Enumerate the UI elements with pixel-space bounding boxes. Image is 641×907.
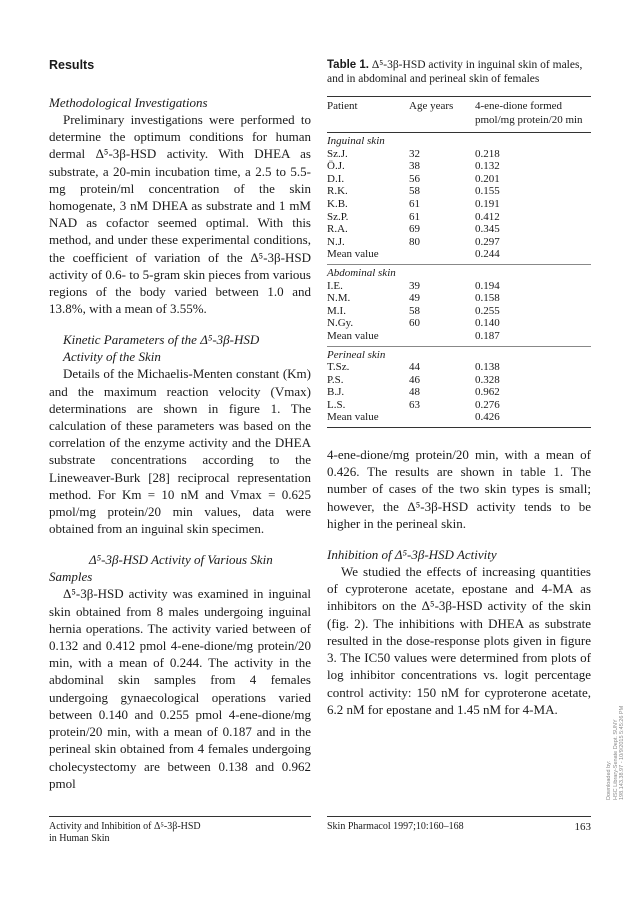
cell-age: [409, 248, 475, 261]
table-row: [327, 386, 591, 399]
cell-activity: 0.155: [475, 185, 500, 198]
cell-age: 38: [409, 160, 420, 173]
download-watermark: [606, 706, 626, 800]
subheading-skin-samples: Δ⁵-3β-HSD Activity of Various Skin Samples: [49, 552, 273, 585]
subheading-methodological: Methodological Investigations: [49, 95, 208, 110]
cell-activity: 0.412: [475, 210, 500, 223]
table-group-label: Perineal skin: [327, 348, 386, 361]
cell-age: 61: [409, 210, 420, 223]
cell-patient: L.S.: [327, 398, 346, 411]
cell-age: 44: [409, 361, 420, 374]
cell-patient: Sz.J.: [327, 147, 348, 160]
table-row: [327, 317, 591, 330]
table-row: [327, 173, 591, 186]
cell-patient: Mean value: [327, 329, 379, 342]
header-activity: 4-ene-dione formed pmol/mg protein/20 min: [475, 100, 583, 126]
footer-journal: Skin Pharmacol 1997;10:160–168: [327, 821, 464, 832]
table-row: [327, 236, 591, 249]
cell-age: 58: [409, 185, 420, 198]
watermark-line2: HSC Library-Senate Dept. SUNY: [612, 719, 619, 800]
table-row: [327, 198, 591, 211]
subheading-kinetic-line1: Kinetic Parameters of the Δ⁵-3β-HSD: [63, 332, 260, 348]
paragraph-continued: 4-ene-dione/mg protein/20 min, with a mean of 0.426. The results are shown in table 1. The number of cases of the two skin types is small; however, the Δ⁵-3β-HSD activity tends to be higher in the perineal skin.: [327, 447, 591, 531]
cell-patient: N.J.: [327, 235, 345, 248]
cell-patient: N.M.: [327, 292, 351, 305]
cell-activity: 0.244: [475, 248, 500, 261]
watermark-line1: Downloaded by:: [606, 760, 612, 800]
cell-activity: 0.191: [475, 197, 500, 210]
footer-journal-info: [327, 816, 591, 833]
cell-patient: T.Sz.: [327, 361, 350, 374]
footer-title-line1: Activity and Inhibition of Δ⁵-3β-HSD: [49, 821, 201, 832]
cell-activity: 0.187: [475, 329, 500, 342]
footer-running-title: [49, 816, 311, 845]
cell-patient: P.S.: [327, 373, 344, 386]
page-number: 163: [574, 821, 591, 833]
section-title-results: Results: [49, 58, 95, 72]
table-row: [327, 248, 591, 261]
table-row: [327, 148, 591, 161]
table-group: [327, 347, 591, 429]
table-group-label: Inguinal skin: [327, 135, 385, 147]
cell-activity: 0.218: [475, 147, 500, 160]
cell-patient: R.K.: [327, 185, 348, 198]
table-row: [327, 160, 591, 173]
cell-age: [409, 330, 475, 343]
paragraph-skin-samples: Δ⁵-3β-HSD activity was examined in inguinal skin obtained from 8 males undergoing inguinal hernia operations. The activity varied between of 0.132 and 0.412 pmol 4-ene-dione/mg protein/20 min, with a mean of 0.244. The activity in the abdominal skin samples from 4 females undergoing gynaecological operations varied between 0.140 and 0.255 pmol 4-ene-dione/mg protein/20 min, with a mean of 0.187 and in the perineal skin obtained from 4 females undergoing cholecystectomy are between 0.138 and 0.962 pmol: [49, 586, 311, 791]
table-caption-text: Δ⁵-3β-HSD activity in inguinal skin of males, and in abdominal and perineal skin of females: [327, 59, 583, 85]
cell-age: 46: [409, 373, 420, 386]
cell-patient: Mean value: [327, 411, 379, 424]
cell-patient: D.I.: [327, 172, 345, 185]
watermark-line3: 198.143.38.97 - 10/9/2015 5:45:26 PM: [619, 705, 625, 800]
cell-age: 39: [409, 279, 420, 292]
table-caption: [327, 58, 591, 86]
cell-age: 48: [409, 386, 420, 399]
cell-activity: 0.328: [475, 373, 500, 386]
cell-age: 60: [409, 317, 420, 330]
table-row: [327, 374, 591, 387]
cell-age: 58: [409, 304, 420, 317]
table-header: [327, 97, 591, 133]
table-group: [327, 133, 591, 265]
cell-activity: 0.426: [475, 411, 500, 424]
table-row: [327, 280, 591, 293]
table-row: [327, 292, 591, 305]
cell-patient: M.I.: [327, 304, 346, 317]
cell-activity: 0.140: [475, 317, 500, 330]
right-column: [327, 58, 591, 718]
cell-activity: 0.201: [475, 172, 500, 185]
cell-age: 63: [409, 398, 420, 411]
paragraph-inhibition: We studied the effects of increasing quantities of cyproterone acetate, epostane and 4-MA as inhibitors on the Δ⁵-3β-HSD activity of the skin (fig. 2). The inhibitions with DHEA as substrate resulted in the dose-response plots given in figure 3. The IC50 values were determined from plots of log inhibitor concentrations vs. logit percentage control activity: 150 nM for cyproterone acetate, 6.2 nM for epostane and 1.45 nM for 4-MA.: [327, 564, 591, 717]
table-caption-label: Table 1.: [327, 59, 369, 71]
table-row: [327, 330, 591, 343]
cell-patient: R.A.: [327, 223, 348, 236]
table-row: [327, 223, 591, 236]
paragraph-kinetic: Details of the Michaelis-Menten constant (Km) and the maximum reaction velocity (Vmax) determinations are shown in figure 1. The calculation of these parameters was based on the correlation of the enzyme activity and the DHEA substrate concentrations according to the Lineweaver-Burk [28] reciprocal representation method. For Km = 10 nM and Vmax = 0.625 pmol/mg protein/20 min values, data were obtained from an inguinal skin specimen.: [49, 366, 311, 537]
table-row: [327, 185, 591, 198]
table-group: [327, 265, 591, 347]
cell-age: 61: [409, 197, 420, 210]
cell-activity: 0.345: [475, 223, 500, 236]
cell-activity: 0.962: [475, 386, 500, 399]
header-age: Age years: [409, 100, 454, 112]
cell-activity: 0.276: [475, 398, 500, 411]
cell-patient: I.E.: [327, 279, 343, 292]
cell-age: 32: [409, 147, 420, 160]
table-row: [327, 399, 591, 412]
cell-activity: 0.194: [475, 279, 500, 292]
cell-activity: 0.297: [475, 235, 500, 248]
table-body: [327, 133, 591, 428]
cell-age: [409, 411, 475, 424]
cell-activity: 0.132: [475, 160, 500, 173]
footer-title-line2: in Human Skin: [49, 833, 110, 844]
cell-activity: 0.138: [475, 361, 500, 374]
table-group-label: Abdominal skin: [327, 266, 396, 279]
cell-patient: K.B.: [327, 197, 348, 210]
cell-activity: 0.255: [475, 304, 500, 317]
table-row: [327, 361, 591, 374]
paragraph-methodological: Preliminary investigations were performed to determine the optimum conditions for human dermal Δ⁵-3β-HSD activity. With DHEA as substrate, a 20-min incubation time, a 2.5 to 5.5-mg protein/ml concentration of the skin homogenate, 3 nM DHEA as substrate and 1 mM NAD as cofactor seemed optimal. With this method, and under these experimental conditions, the coefficient of variation of the Δ⁵-3β-HSD activity of 0.6- to 5-gram skin pieces from various regions of the body varied between 1.0 and 13.8%, with a mean of 3.55%.: [49, 112, 311, 317]
table-row: [327, 305, 591, 318]
cell-age: 80: [409, 235, 420, 248]
cell-age: 49: [409, 292, 420, 305]
subheading-kinetic-line2: Activity of the Skin: [63, 349, 161, 365]
cell-patient: N.Gy.: [327, 317, 354, 330]
cell-patient: B.J.: [327, 386, 345, 399]
table-row: [327, 411, 591, 424]
subheading-inhibition: Inhibition of Δ⁵-3β-HSD Activity: [327, 547, 497, 563]
cell-patient: Sz.P.: [327, 210, 349, 223]
cell-age: 56: [409, 172, 420, 185]
cell-patient: Ö.J.: [327, 160, 345, 173]
header-patient: Patient: [327, 100, 358, 112]
cell-age: 69: [409, 223, 420, 236]
left-column: [49, 58, 311, 792]
table: [327, 96, 591, 428]
cell-patient: Mean value: [327, 248, 379, 261]
cell-activity: 0.158: [475, 292, 500, 305]
table-row: [327, 211, 591, 224]
